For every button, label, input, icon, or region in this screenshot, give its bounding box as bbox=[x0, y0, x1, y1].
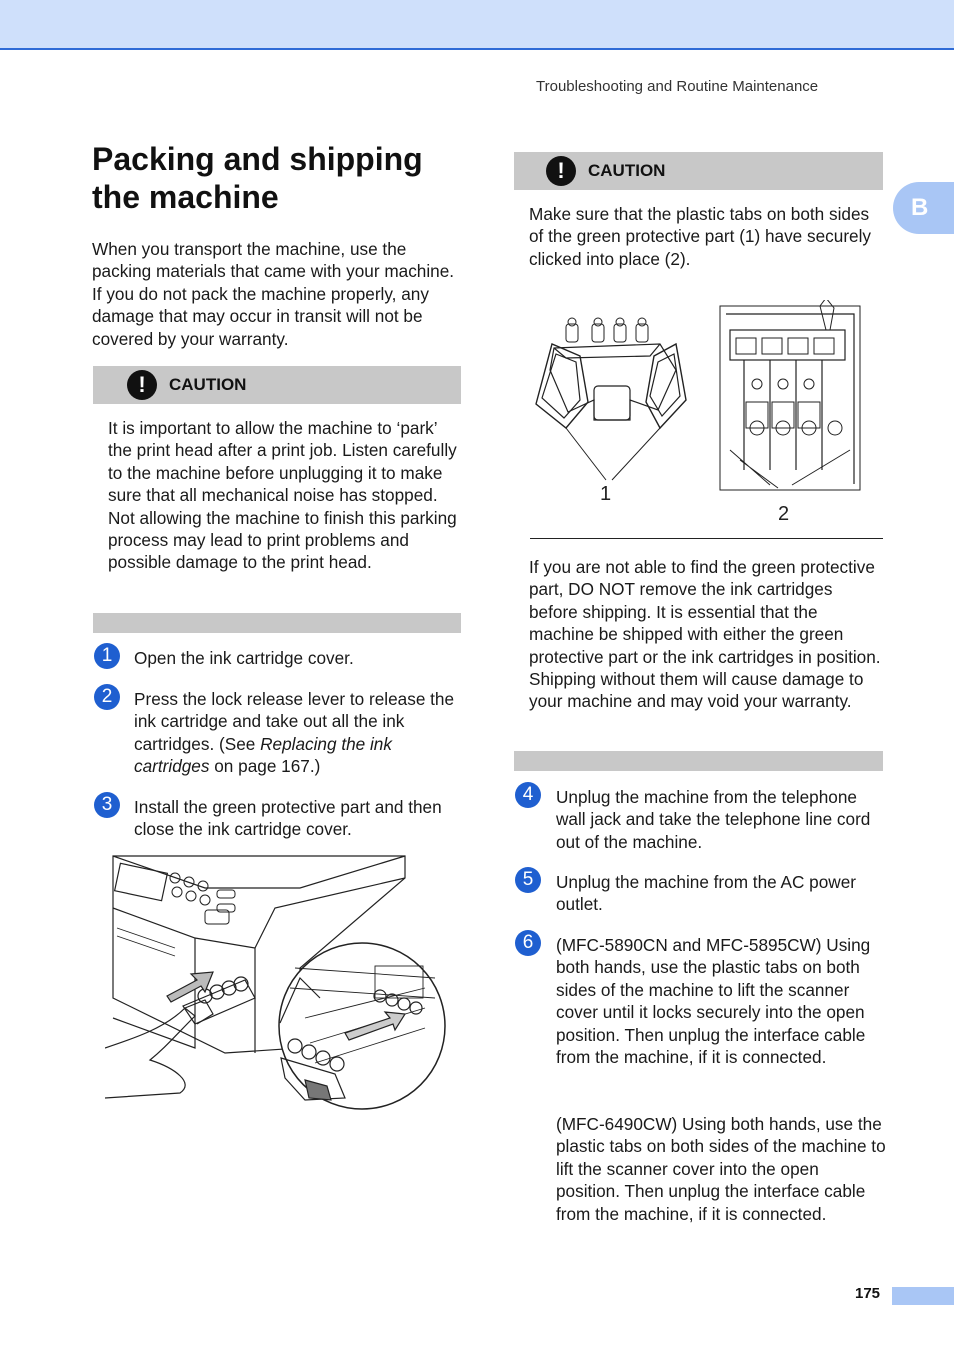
exclamation-icon: ! bbox=[127, 370, 157, 400]
callout-1: 1 bbox=[600, 483, 612, 505]
caution-body-2: Make sure that the plastic tabs on both sides of the green protective part (1) have securely clicked into place (2). bbox=[529, 204, 872, 269]
chapter-tab-letter: B bbox=[911, 194, 929, 221]
exclamation-icon: ! bbox=[546, 156, 576, 186]
caution-label-2: CAUTION bbox=[588, 161, 666, 180]
step-text-5: Unplug the machine from the AC power outlet. bbox=[556, 872, 856, 915]
step-number-1: 1 bbox=[94, 643, 120, 669]
step-2-text-after: on page 167.) bbox=[209, 756, 321, 777]
step-text-3: Install the green protective part and then close the ink cartridge cover. bbox=[134, 797, 442, 840]
step-text-6-para-1: (MFC-5890CN and MFC-5895CW) Using both hands, use the plastic tabs on both sides of the machine to lift the scanner cover until it locks securely into the open position. Then unplug the interface cable from the machine, if it is connected. bbox=[556, 935, 871, 1068]
step-number-3: 3 bbox=[94, 792, 120, 818]
page-title: Packing and shipping the machine bbox=[92, 141, 423, 215]
intro-paragraph: When you transport the machine, use the packing materials that came with your machine. If you do not pack the machine properly, any damage that may occur in transit will not be covered by your warranty. bbox=[92, 239, 455, 349]
step-number-2: 2 bbox=[94, 684, 120, 710]
protective-part-diagram bbox=[530, 300, 870, 524]
running-header: Troubleshooting and Routine Maintenance bbox=[536, 78, 819, 95]
caution-end-bar-2 bbox=[514, 751, 883, 771]
step-number-5: 5 bbox=[515, 867, 541, 893]
step-text-2 bbox=[134, 688, 464, 778]
footer-bar bbox=[892, 1287, 954, 1305]
step-text-1: Open the ink cartridge cover. bbox=[134, 648, 354, 668]
step-2-text-before: Press the lock release lever to release the ink cartridge and take out all the ink cartridges. (See bbox=[134, 689, 455, 754]
step-number-6: 6 bbox=[515, 930, 541, 956]
caution-end-bar-1 bbox=[93, 613, 461, 633]
step-2-reference-link[interactable]: Replacing the ink cartridges bbox=[134, 733, 392, 777]
caution-banner-1 bbox=[93, 366, 461, 404]
caution-banner-2 bbox=[514, 152, 883, 190]
step-text-4: Unplug the machine from the telephone wall jack and take the telephone line cord out of the machine. bbox=[556, 787, 871, 852]
caution-label-1: CAUTION bbox=[169, 375, 247, 394]
install-protective-part-illustration bbox=[105, 848, 450, 1116]
step-text-6-para-2: (MFC-6490CW) Using both hands, use the plastic tabs on both sides of the machine to lift the scanner cover into the open position. Then unplug the interface cable from the machine, if it is connected. bbox=[556, 1114, 886, 1224]
chapter-tab bbox=[893, 182, 954, 234]
caution-body-1: It is important to allow the machine to ‘park’ the print head after a print job. Listen carefully to the machine before unplugging it to make sure that all mechanical noise has stopped. Not allowing the machine to finish this parking process may lead to print problems and possible damage to the print head. bbox=[108, 418, 457, 573]
callout-2: 2 bbox=[778, 503, 790, 524]
page-number: 175 bbox=[855, 1285, 881, 1302]
step-number-4: 4 bbox=[515, 782, 541, 808]
caution-after-paragraph: If you are not able to find the green protective part, DO NOT remove the ink cartridges before shipping. It is essential that the machine be shipped with either the green protective part or the ink cartridges in position. Shipping without them will cause damage to your machine and may void your warranty. bbox=[529, 557, 881, 712]
divider-rule bbox=[530, 538, 883, 539]
top-header-band bbox=[0, 0, 954, 50]
